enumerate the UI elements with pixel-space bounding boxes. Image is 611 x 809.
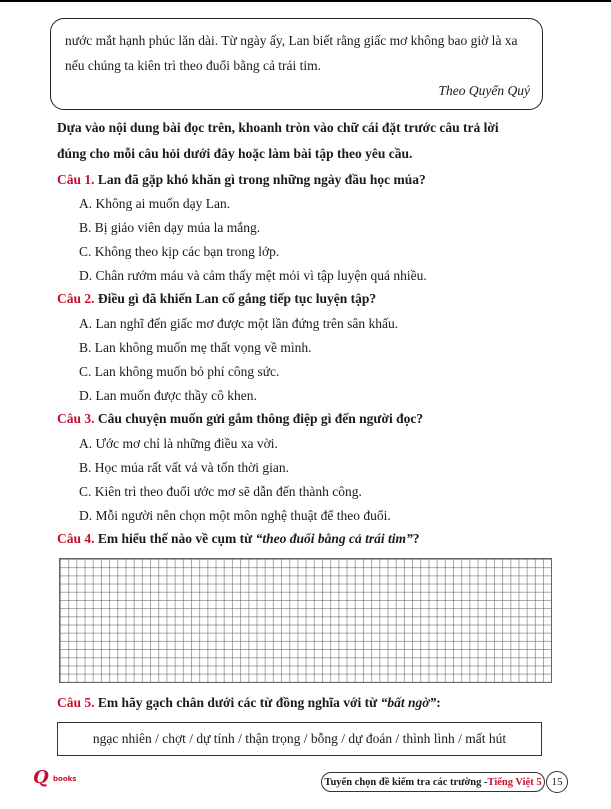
- q1-option-c[interactable]: C. Không theo kịp các bạn trong lớp.: [79, 244, 280, 259]
- logo-letter: Q: [33, 767, 49, 788]
- question-1: [57, 172, 426, 188]
- question-3: [57, 411, 423, 427]
- q3-option-d[interactable]: D. Mỗi người nên chọn một môn nghệ thuật để theo đuổi.: [79, 508, 391, 523]
- top-rule: [0, 0, 611, 2]
- question-2: [57, 291, 376, 307]
- logo-word: books: [53, 775, 77, 783]
- question-4-suffix: ?: [412, 531, 420, 546]
- question-5-suffix: :: [436, 695, 441, 710]
- synonym-words[interactable]: ngạc nhiên / chợt / dự tính / thận trọng / bỗng / dự đoán / thình lình / mất hút: [92, 731, 507, 746]
- question-5-number: Câu 5.: [57, 695, 95, 710]
- question-3-number: Câu 3.: [57, 411, 95, 426]
- question-4-text: Em hiểu thế nào về cụm từ: [97, 531, 256, 546]
- q2-option-b[interactable]: B. Lan không muốn mẹ thất vọng về mình.: [79, 340, 312, 355]
- question-5-quote: “bất ngờ”: [380, 695, 437, 710]
- question-4: [57, 531, 420, 547]
- q1-option-a[interactable]: A. Không ai muốn dạy Lan.: [79, 196, 231, 211]
- instruction-line-2: đúng cho mỗi câu hỏi dưới đây hoặc làm bài tập theo yêu cầu.: [57, 146, 413, 161]
- instruction-line-1: Dựa vào nội dung bài đọc trên, khoanh tròn vào chữ cái đặt trước câu trả lời: [57, 120, 499, 135]
- question-3-text: Câu chuyện muốn gửi gắm thông điệp gì đến người đọc?: [97, 411, 424, 426]
- page-number: 15: [546, 771, 568, 793]
- q3-option-a[interactable]: A. Ước mơ chỉ là những điều xa vời.: [79, 436, 278, 451]
- question-4-number: Câu 4.: [57, 531, 95, 546]
- q2-option-a[interactable]: A. Lan nghĩ đến giấc mơ được một lần đứng trên sân khấu.: [79, 316, 399, 331]
- question-4-quote: “theo đuổi bằng cả trái tim”: [255, 531, 413, 546]
- passage-line-2: nếu chúng ta kiên trì theo đuổi bằng cả trái tim.: [65, 58, 322, 73]
- question-2-number: Câu 2.: [57, 291, 95, 306]
- question-5: [57, 695, 441, 711]
- q1-option-b[interactable]: B. Bị giáo viên dạy múa la mắng.: [79, 220, 261, 235]
- passage-author: Theo Quyển Quý: [438, 83, 530, 98]
- passage-box: [50, 18, 543, 110]
- q2-option-c[interactable]: C. Lan không muốn bỏ phí công sức.: [79, 364, 280, 379]
- answer-grid[interactable]: [59, 558, 552, 683]
- q2-option-d[interactable]: D. Lan muốn được thầy cô khen.: [79, 388, 257, 403]
- question-1-number: Câu 1.: [57, 172, 95, 187]
- q3-option-b[interactable]: B. Học múa rất vất vả và tốn thời gian.: [79, 460, 289, 475]
- series-subject: Tiếng Việt 5: [487, 776, 542, 788]
- footer-series-title: [321, 772, 545, 792]
- passage-line-1: nước mắt hạnh phúc lăn dài. Từ ngày ấy, Lan biết rằng giấc mơ không bao giờ là xa: [65, 33, 518, 48]
- synonym-words-box[interactable]: [57, 722, 542, 756]
- q1-option-d[interactable]: D. Chân rướm máu và cảm thấy mệt mỏi vì tập luyện quá nhiều.: [79, 268, 427, 283]
- series-title: Tuyển chọn đề kiểm tra các trường -: [324, 776, 488, 788]
- publisher-logo: [33, 767, 91, 791]
- question-2-text: Điều gì đã khiến Lan cố gắng tiếp tục luyện tập?: [97, 291, 377, 306]
- q3-option-c[interactable]: C. Kiên trì theo đuổi ước mơ sẽ dẫn đến thành công.: [79, 484, 362, 499]
- question-5-text: Em hãy gạch chân dưới các từ đồng nghĩa với từ: [97, 695, 381, 710]
- question-1-text: Lan đã gặp khó khăn gì trong những ngày đầu học múa?: [97, 172, 426, 187]
